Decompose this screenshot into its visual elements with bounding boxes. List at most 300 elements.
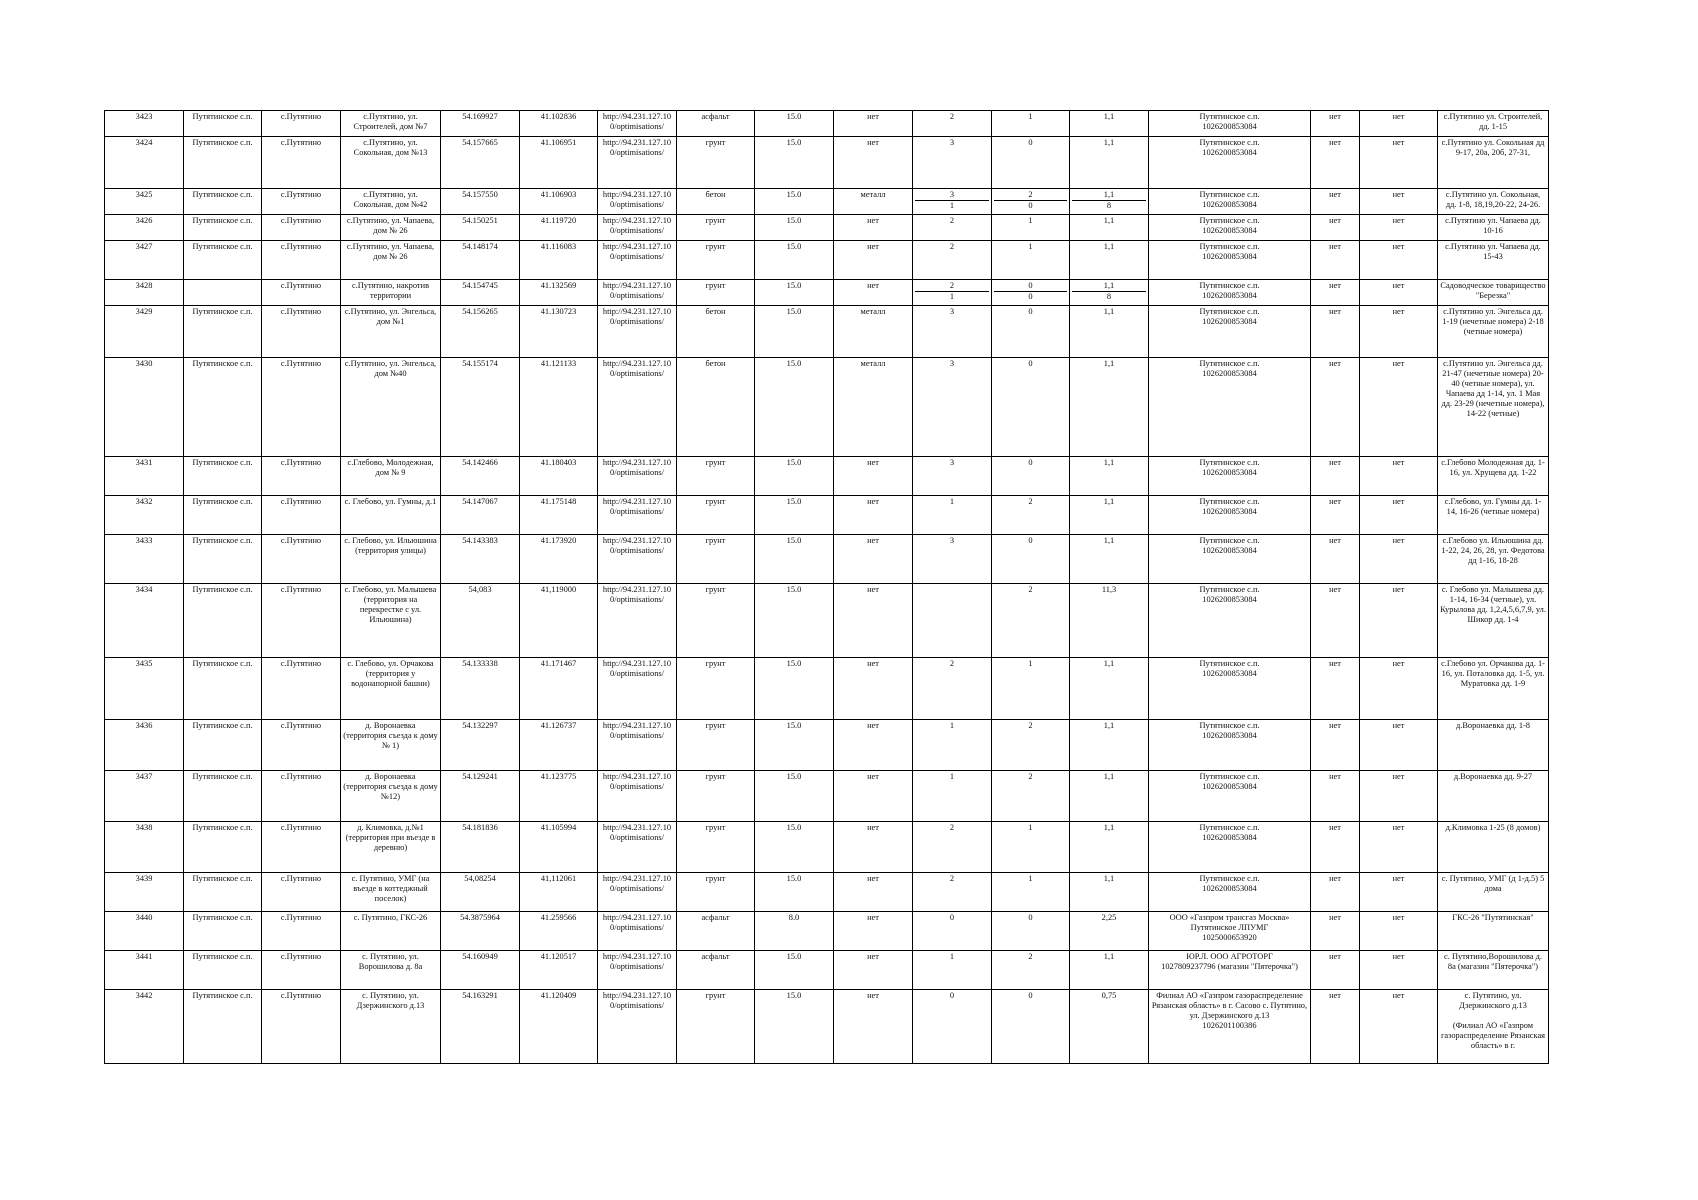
cell-surface-text: грунт <box>705 659 726 668</box>
cell-number-text: 3442 <box>135 991 153 1000</box>
cell-settlement-text: Путятинское с.п. <box>192 112 253 121</box>
cell-latitude <box>441 912 520 951</box>
cell-flag-1 <box>1311 111 1360 137</box>
cell-surface <box>677 720 755 771</box>
cell-longitude-text: 41.106951 <box>540 138 577 147</box>
cell-settlement-text: Путятинское с.п. <box>192 874 253 883</box>
cell-address-text: с. Глебово, ул. Ильюшина (территория улицы) <box>344 536 437 555</box>
cell-link <box>598 720 677 771</box>
table-row <box>105 535 1549 584</box>
cell-area-text: 15.0 <box>786 952 802 961</box>
cell-flag-2-text: нет <box>1392 242 1405 251</box>
cell-link <box>598 873 677 912</box>
cell-address-text: с. Путятино, ул. Дзержинского д.13 <box>356 991 425 1010</box>
cell-address-text: с.Путятино, ул. Энгельса, дом №40 <box>344 359 437 378</box>
cell-latitude-text: 54.181836 <box>462 823 498 832</box>
cell-settlement <box>184 658 262 720</box>
cell-owner <box>1149 873 1311 912</box>
cell-locality <box>262 658 341 720</box>
table-row <box>105 280 1549 306</box>
cell-number <box>105 457 184 496</box>
cell-surface <box>677 137 755 189</box>
cell-served-objects-text: ГКС-26 "Путятинская" <box>1452 913 1534 922</box>
cell-container-volume <box>1070 822 1149 873</box>
cell-container-volume <box>1070 280 1149 306</box>
cell-latitude-text: 54.147067 <box>462 497 498 506</box>
cell-locality-text: с.Путятино <box>280 913 322 922</box>
cell-served-objects-text: с.Глебово, ул. Гумны дд. 1-14, 16-26 (четные номера) <box>1444 497 1542 516</box>
cell-link-text: http://94.231.127.10 0/optimisations/ <box>602 138 672 157</box>
cell-container-volume <box>1070 771 1149 822</box>
cell-longitude <box>520 137 598 189</box>
cell-settlement-text: Путятинское с.п. <box>192 585 253 594</box>
cell-owner-text: Путятинское с.п. 1026200853084 <box>1199 138 1260 157</box>
cell-owner-text: Путятинское с.п. 1026200853084 <box>1199 307 1260 326</box>
cell-locality-text: с.Путятино <box>280 536 322 545</box>
cell-container-volume <box>1070 241 1149 280</box>
cell-owner <box>1149 189 1311 215</box>
cell-locality-text: с.Путятино <box>280 112 322 121</box>
cell-containers-count-line: 1 <box>915 200 989 211</box>
cell-link-text: http://94.231.127.10 0/optimisations/ <box>602 497 672 516</box>
cell-container-volume <box>1070 584 1149 658</box>
cell-owner <box>1149 496 1311 535</box>
cell-locality <box>262 111 341 137</box>
cell-address <box>341 111 441 137</box>
cell-container-volume <box>1070 990 1149 1064</box>
cell-containers-count <box>913 306 992 358</box>
cell-flag-2 <box>1360 990 1438 1064</box>
cell-owner-text: Путятинское с.п. 1026200853084 <box>1199 458 1260 477</box>
cell-latitude-text: 54.129241 <box>462 772 498 781</box>
cell-container-volume-line: 1,1 <box>1103 458 1115 467</box>
cell-served-objects <box>1438 189 1549 215</box>
cell-surface-text: грунт <box>705 458 726 467</box>
cell-settlement <box>184 496 262 535</box>
cell-containers-planned <box>992 990 1070 1064</box>
cell-containers-planned-line: 2 <box>1028 190 1033 199</box>
cell-containers-planned-line: 0 <box>994 200 1067 211</box>
cell-latitude-text: 54.3875964 <box>460 913 500 922</box>
cell-number <box>105 358 184 457</box>
cell-latitude <box>441 457 520 496</box>
cell-surface <box>677 358 755 457</box>
cell-flag-2-text: нет <box>1392 458 1405 467</box>
cell-container-volume-line: 1,1 <box>1103 874 1115 883</box>
cell-surface-text: грунт <box>705 497 726 506</box>
cell-fence <box>834 771 913 822</box>
cell-flag-1-text: нет <box>1329 242 1341 251</box>
cell-longitude <box>520 241 598 280</box>
cell-containers-count <box>913 720 992 771</box>
cell-longitude <box>520 111 598 137</box>
cell-locality <box>262 496 341 535</box>
cell-containers-planned-line: 2 <box>1028 721 1033 730</box>
cell-area-text: 15.0 <box>786 874 802 883</box>
cell-longitude <box>520 720 598 771</box>
cell-containers-count-line: 2 <box>949 281 955 290</box>
cell-link-text: http://94.231.127.10 0/optimisations/ <box>602 536 672 555</box>
cell-flag-2 <box>1360 822 1438 873</box>
cell-latitude <box>441 658 520 720</box>
cell-area-text: 15.0 <box>786 659 802 668</box>
cell-surface <box>677 111 755 137</box>
cell-address <box>341 951 441 990</box>
cell-containers-planned-line: 2 <box>1028 952 1033 961</box>
cell-flag-2 <box>1360 951 1438 990</box>
cell-settlement <box>184 457 262 496</box>
cell-area-text: 15.0 <box>786 823 802 832</box>
cell-containers-planned-line: 0 <box>1028 138 1033 147</box>
cell-containers-count-line: 0 <box>949 991 955 1000</box>
cell-surface-text: грунт <box>705 721 726 730</box>
cell-served-objects <box>1438 137 1549 189</box>
cell-containers-count-line: 2 <box>949 216 955 225</box>
cell-latitude-text: 54.143383 <box>462 536 498 545</box>
cell-address-text: с. Глебово, ул. Малышева (территория на перекрестке с ул. Ильюшина) <box>344 585 437 624</box>
cell-containers-count-line: 1 <box>949 497 955 506</box>
cell-longitude-text: 41.102836 <box>540 112 577 121</box>
cell-surface-text: грунт <box>705 874 726 883</box>
cell-longitude-text: 41.105994 <box>540 823 577 832</box>
table-body <box>105 111 1549 1064</box>
cell-owner-text: ЮР.Л. ООО АГРОТОРГ 1027809237796 (магазин "Пятерочка") <box>1161 952 1298 971</box>
cell-latitude <box>441 771 520 822</box>
cell-settlement <box>184 990 262 1064</box>
cell-area <box>755 189 834 215</box>
cell-fence-text: нет <box>867 585 879 594</box>
cell-number-text: 3428 <box>135 281 153 290</box>
cell-settlement-text: Путятинское с.п. <box>192 772 253 781</box>
cell-flag-1-text: нет <box>1329 112 1341 121</box>
cell-containers-count <box>913 457 992 496</box>
cell-containers-count <box>913 215 992 241</box>
cell-latitude <box>441 189 520 215</box>
cell-link <box>598 912 677 951</box>
cell-link-text: http://94.231.127.10 0/optimisations/ <box>602 281 672 300</box>
cell-locality <box>262 584 341 658</box>
cell-container-volume <box>1070 358 1149 457</box>
cell-flag-1 <box>1311 535 1360 584</box>
cell-containers-planned-line: 0 <box>1028 458 1033 467</box>
cell-surface-text: грунт <box>705 216 726 225</box>
cell-served-objects-text: с. Путятино, ул. Дзержинского д.13 (Филиал АО «Газпром газораспределение Рязанская область» в г. <box>1440 991 1546 1050</box>
register-sheet <box>104 110 1548 1064</box>
cell-address <box>341 280 441 306</box>
cell-fence <box>834 111 913 137</box>
cell-surface <box>677 951 755 990</box>
cell-flag-1-text: нет <box>1329 536 1341 545</box>
cell-number-text: 3433 <box>135 536 153 545</box>
cell-flag-1-text: нет <box>1329 281 1341 290</box>
cell-served-objects <box>1438 535 1549 584</box>
cell-containers-planned <box>992 584 1070 658</box>
cell-address <box>341 873 441 912</box>
cell-locality-text: с.Путятино <box>280 823 322 832</box>
cell-flag-2-text: нет <box>1392 659 1405 668</box>
cell-surface-text: асфальт <box>701 112 730 121</box>
cell-number-text: 3424 <box>135 138 153 147</box>
cell-address <box>341 990 441 1064</box>
cell-flag-1-text: нет <box>1329 874 1341 883</box>
cell-settlement-text: Путятинское с.п. <box>192 913 253 922</box>
cell-longitude <box>520 535 598 584</box>
cell-owner-text: Путятинское с.п. 1026200853084 <box>1199 721 1260 740</box>
cell-latitude-text: 54.132297 <box>462 721 498 730</box>
cell-address-text: с.Путятино, ул. Сокольная, дом №13 <box>353 138 428 157</box>
cell-latitude-text: 54.150251 <box>462 216 498 225</box>
cell-container-volume-line: 8 <box>1072 200 1146 211</box>
table-row <box>105 496 1549 535</box>
cell-served-objects <box>1438 111 1549 137</box>
cell-surface <box>677 535 755 584</box>
cell-served-objects-text: д.Воронаевка дд. 1-8 <box>1455 721 1530 730</box>
cell-fence-text: нет <box>867 772 879 781</box>
cell-flag-1 <box>1311 457 1360 496</box>
cell-number-text: 3425 <box>135 190 153 199</box>
cell-fence <box>834 584 913 658</box>
cell-served-objects-text: с.Глебово ул. Ильюшина дд. 1-22, 24, 26, 28, ул. Федотова дд 1-16, 18-28 <box>1441 536 1545 565</box>
cell-locality-text: с.Путятино <box>280 216 322 225</box>
cell-containers-count <box>913 951 992 990</box>
cell-flag-1 <box>1311 584 1360 658</box>
cell-locality-text: с.Путятино <box>280 281 322 290</box>
cell-flag-2 <box>1360 189 1438 215</box>
cell-served-objects <box>1438 280 1549 306</box>
cell-containers-planned <box>992 496 1070 535</box>
cell-locality-text: с.Путятино <box>280 874 322 883</box>
cell-link-text: http://94.231.127.10 0/optimisations/ <box>602 585 672 604</box>
cell-surface-text: бетон <box>705 190 726 199</box>
cell-served-objects-text: д.Воронаевка дд. 9-27 <box>1453 772 1533 781</box>
cell-fence <box>834 912 913 951</box>
cell-served-objects-text: с.Путятино ул. Сокольная дд 9-17, 20а, 20б, 27-31, <box>1441 138 1545 157</box>
cell-containers-count <box>913 111 992 137</box>
cell-address-text: с.Путятино, накротив территории <box>351 281 430 300</box>
cell-longitude-text: 41.126737 <box>540 721 577 730</box>
cell-number <box>105 873 184 912</box>
cell-owner-text: Путятинское с.п. 1026200853084 <box>1199 823 1260 842</box>
cell-flag-1-text: нет <box>1329 585 1341 594</box>
cell-longitude-text: 41.259566 <box>540 913 577 922</box>
cell-number <box>105 912 184 951</box>
cell-settlement <box>184 720 262 771</box>
cell-locality-text: с.Путятино <box>280 497 322 506</box>
cell-flag-1 <box>1311 496 1360 535</box>
cell-address-text: с. Путятино, УМГ (на въезде в коттеджный поселок) <box>351 874 430 903</box>
cell-flag-1-text: нет <box>1329 991 1341 1000</box>
cell-area-text: 15.0 <box>786 138 802 147</box>
cell-settlement <box>184 306 262 358</box>
cell-flag-2 <box>1360 137 1438 189</box>
cell-containers-count <box>913 658 992 720</box>
cell-area-text: 15.0 <box>786 497 802 506</box>
cell-flag-1-text: нет <box>1329 497 1341 506</box>
cell-address <box>341 496 441 535</box>
cell-containers-count-line: 1 <box>949 952 955 961</box>
cell-surface <box>677 771 755 822</box>
cell-served-objects-text: с.Путятино ул. Чапаева дд. 10-16 <box>1445 216 1541 235</box>
cell-containers-planned <box>992 873 1070 912</box>
cell-area-text: 15.0 <box>786 458 802 467</box>
cell-locality <box>262 306 341 358</box>
cell-locality-text: с.Путятино <box>280 359 322 368</box>
cell-owner <box>1149 137 1311 189</box>
table-row <box>105 912 1549 951</box>
cell-link-text: http://94.231.127.10 0/optimisations/ <box>602 216 672 235</box>
cell-longitude-text: 41.180403 <box>540 458 577 467</box>
cell-flag-2 <box>1360 658 1438 720</box>
cell-fence-text: нет <box>867 659 879 668</box>
table-row <box>105 658 1549 720</box>
cell-flag-1 <box>1311 658 1360 720</box>
cell-address <box>341 457 441 496</box>
cell-longitude <box>520 358 598 457</box>
cell-containers-planned <box>992 306 1070 358</box>
cell-longitude-text: 41.119720 <box>540 216 577 225</box>
cell-area <box>755 873 834 912</box>
cell-fence-text: нет <box>867 112 879 121</box>
cell-settlement-text: Путятинское с.п. <box>192 307 253 316</box>
cell-area <box>755 280 834 306</box>
cell-fence <box>834 990 913 1064</box>
cell-containers-count <box>913 912 992 951</box>
cell-container-volume-line: 1,1 <box>1103 497 1115 506</box>
cell-latitude <box>441 535 520 584</box>
cell-container-volume-line: 1,1 <box>1103 190 1115 199</box>
cell-surface-text: грунт <box>705 281 726 290</box>
cell-address-text: с. Путятино, ГКС-26 <box>353 913 428 922</box>
cell-number-text: 3438 <box>135 823 153 832</box>
cell-link <box>598 215 677 241</box>
cell-area-text: 15.0 <box>786 721 802 730</box>
cell-link <box>598 822 677 873</box>
cell-number <box>105 215 184 241</box>
table-row <box>105 951 1549 990</box>
cell-settlement <box>184 535 262 584</box>
cell-flag-2-text: нет <box>1392 874 1405 883</box>
cell-address <box>341 215 441 241</box>
cell-fence <box>834 306 913 358</box>
cell-number <box>105 535 184 584</box>
cell-containers-count <box>913 873 992 912</box>
cell-link-text: http://94.231.127.10 0/optimisations/ <box>602 307 672 326</box>
cell-number <box>105 137 184 189</box>
cell-containers-count-line: 3 <box>949 307 955 316</box>
cell-containers-planned <box>992 720 1070 771</box>
cell-containers-planned-line: 0 <box>1028 307 1033 316</box>
cell-latitude <box>441 822 520 873</box>
cell-containers-planned-line: 1 <box>1028 823 1033 832</box>
cell-settlement <box>184 358 262 457</box>
cell-container-volume-line: 1,1 <box>1103 307 1115 316</box>
cell-flag-1 <box>1311 137 1360 189</box>
cell-owner <box>1149 658 1311 720</box>
cell-fence <box>834 720 913 771</box>
cell-longitude-text: 41.171467 <box>540 659 577 668</box>
cell-number-text: 3439 <box>135 874 153 883</box>
cell-surface-text: грунт <box>705 585 726 594</box>
cell-containers-count-line <box>915 585 989 595</box>
cell-link <box>598 306 677 358</box>
cell-longitude <box>520 873 598 912</box>
container-sites-table <box>104 110 1549 1064</box>
cell-containers-count <box>913 771 992 822</box>
cell-settlement <box>184 215 262 241</box>
cell-container-volume-line: 1,1 <box>1103 772 1115 781</box>
cell-latitude <box>441 241 520 280</box>
cell-served-objects-text: Садоводческое товарищество "Березка" <box>1440 281 1546 300</box>
cell-address <box>341 658 441 720</box>
cell-link-text: http://94.231.127.10 0/optimisations/ <box>602 359 672 378</box>
cell-locality <box>262 189 341 215</box>
cell-surface-text: грунт <box>705 991 726 1000</box>
cell-owner <box>1149 215 1311 241</box>
cell-longitude-text: 41.116083 <box>540 242 577 251</box>
cell-flag-1 <box>1311 951 1360 990</box>
cell-link <box>598 280 677 306</box>
cell-served-objects <box>1438 306 1549 358</box>
cell-locality-text: с.Путятино <box>280 659 322 668</box>
cell-settlement-text: Путятинское с.п. <box>192 359 253 368</box>
cell-served-objects-text: с.Глебово Молодежная дд. 1-16, ул. Хрущева дд. 1-22 <box>1441 458 1545 477</box>
cell-link-text: http://94.231.127.10 0/optimisations/ <box>602 913 672 932</box>
cell-longitude <box>520 215 598 241</box>
cell-containers-planned-line: 0 <box>1028 536 1033 545</box>
cell-flag-1-text: нет <box>1329 359 1341 368</box>
cell-containers-planned-line: 1 <box>1028 112 1033 121</box>
cell-link <box>598 241 677 280</box>
cell-number-text: 3427 <box>135 242 153 251</box>
cell-container-volume-line: 1,1 <box>1103 721 1115 730</box>
cell-fence <box>834 873 913 912</box>
cell-owner <box>1149 990 1311 1064</box>
cell-fence-text: нет <box>867 991 879 1000</box>
cell-owner <box>1149 241 1311 280</box>
cell-served-objects-text: д.Климовка 1-25 (8 домов) <box>1445 823 1541 832</box>
cell-area-text: 8.0 <box>788 913 800 922</box>
cell-containers-count-line: 2 <box>949 874 955 883</box>
cell-container-volume <box>1070 111 1149 137</box>
cell-locality <box>262 822 341 873</box>
cell-link <box>598 951 677 990</box>
cell-containers-count <box>913 189 992 215</box>
cell-flag-2 <box>1360 457 1438 496</box>
cell-flag-2-text: нет <box>1392 281 1405 290</box>
cell-number <box>105 584 184 658</box>
cell-locality <box>262 215 341 241</box>
cell-number <box>105 306 184 358</box>
cell-area <box>755 990 834 1064</box>
cell-containers-count <box>913 496 992 535</box>
cell-link <box>598 771 677 822</box>
table-row <box>105 720 1549 771</box>
cell-area-text: 15.0 <box>786 536 802 545</box>
cell-flag-2-text: нет <box>1392 216 1405 225</box>
cell-flag-2-text: нет <box>1392 497 1405 506</box>
cell-flag-2 <box>1360 306 1438 358</box>
cell-link-text: http://94.231.127.10 0/optimisations/ <box>602 952 672 971</box>
cell-link <box>598 111 677 137</box>
cell-number-text: 3436 <box>135 721 153 730</box>
cell-flag-2-text: нет <box>1392 112 1405 121</box>
cell-number-text: 3434 <box>135 585 153 594</box>
cell-link <box>598 137 677 189</box>
cell-longitude-text: 41.173920 <box>540 536 577 545</box>
cell-owner-text: Путятинское с.п. 1026200853084 <box>1199 659 1260 678</box>
cell-number <box>105 658 184 720</box>
cell-link-text: http://94.231.127.10 0/optimisations/ <box>602 991 672 1010</box>
